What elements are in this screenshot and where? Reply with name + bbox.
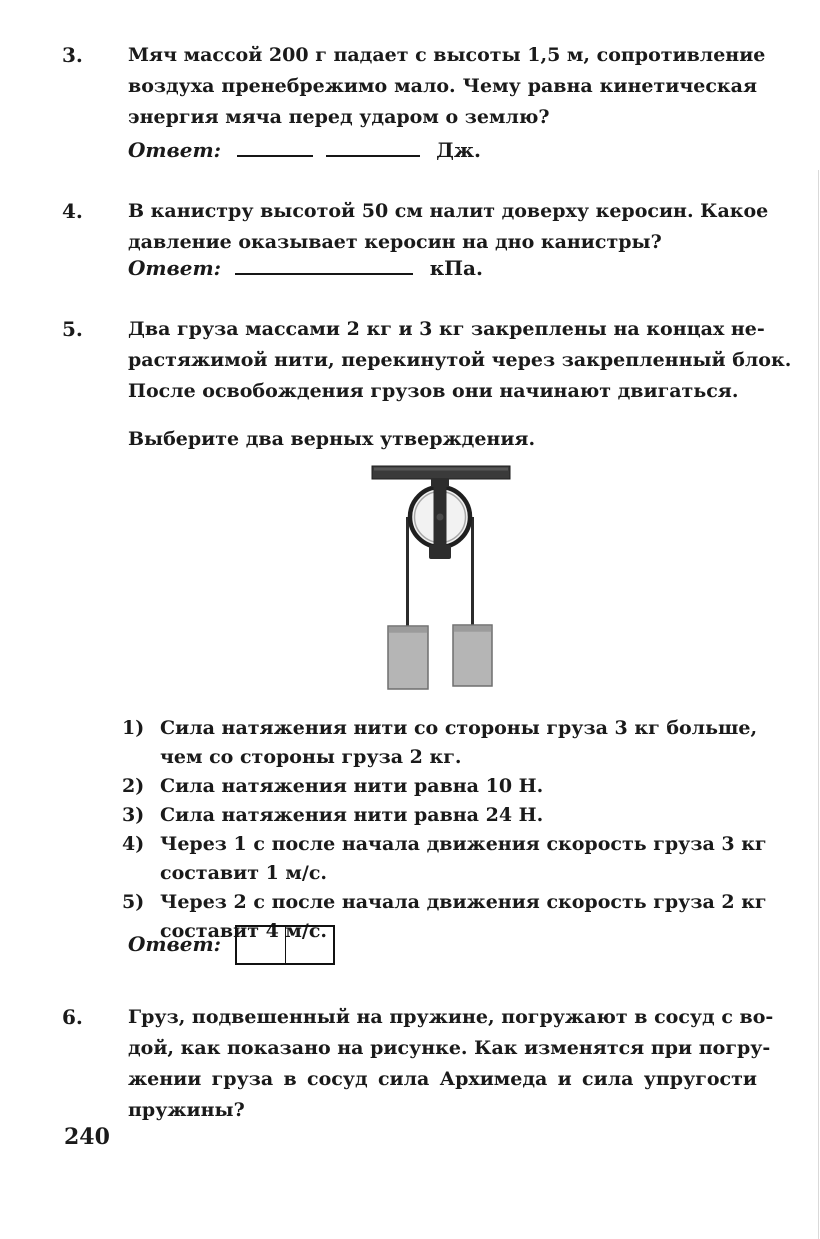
answer-label: Ответ: — [128, 932, 221, 956]
problem-3-line-3: энергия мяча перед ударом о землю? — [128, 106, 550, 128]
scan-edge-shadow — [818, 170, 819, 1239]
problem-5-answer-row — [128, 932, 221, 964]
page-number: 240 — [64, 1124, 110, 1150]
statement-5-number: 5) — [122, 891, 145, 913]
answer-box-cell-2 — [286, 927, 334, 963]
problem-3-line-1: Мяч массой 200 г падает с высоты 1,5 м, сопротивление — [128, 44, 766, 66]
problem-4-line-1: В канистру высотой 50 см налит доверху керосин. Какое — [128, 200, 769, 222]
pulley-hub — [437, 514, 444, 521]
pulley-bracket-foot — [429, 545, 451, 559]
select-prompt-text: Выберите два верных утверждения. — [128, 428, 536, 450]
statement-3-number: 3) — [122, 804, 145, 826]
problem-6-line-1: Груз, подвешенный на пружине, погружают в сосуд с во- — [128, 1006, 774, 1028]
problem-4-number: 4. — [62, 199, 83, 223]
problem-5-select-prompt — [128, 424, 757, 455]
problem-4-text — [128, 196, 769, 258]
problem-5-number: 5. — [62, 317, 83, 341]
statement-4 — [122, 830, 767, 888]
statement-2-number: 2) — [122, 775, 145, 797]
statement-1-line-2: чем со стороны груза 2 кг. — [160, 746, 462, 768]
weight-right — [453, 625, 492, 686]
answer-box-cell-1 — [237, 927, 286, 963]
weight-left-top-band — [389, 627, 428, 633]
problem-3-line-2: воздуха пренебрежимо мало. Чему равна кинетическая — [128, 75, 757, 97]
answer-box — [235, 925, 335, 965]
statement-4-line-2: составит 1 м/с. — [160, 862, 328, 884]
answer-unit: кПа. — [429, 256, 483, 280]
problem-4-answer-row — [128, 252, 483, 284]
problem-5-line-2: растяжимой нити, перекинутой через закрепленный блок. — [128, 349, 792, 371]
statement-2 — [122, 772, 757, 801]
pulley-diagram — [355, 455, 535, 700]
statement-3 — [122, 801, 757, 830]
problem-6-number: 6. — [62, 1005, 83, 1029]
problem-4-line-2: давление оказывает керосин на дно канистры? — [128, 231, 662, 253]
problem-6-line-3: жении груза в сосуд сила Архимеда и сила упругости — [128, 1068, 757, 1090]
statement-3-line-1: Сила натяжения нити равна 24 Н. — [160, 804, 544, 826]
statement-4-number: 4) — [122, 833, 145, 855]
weight-left — [388, 626, 428, 689]
problem-3-number: 3. — [62, 43, 83, 67]
answer-label: Ответ: — [128, 138, 221, 162]
problem-6-text — [128, 1002, 774, 1126]
answer-blank-line — [326, 134, 420, 157]
problem-3-text — [128, 40, 766, 133]
statement-1 — [122, 714, 758, 772]
problem-5-line-3: После освобождения грузов они начинают двигаться. — [128, 380, 739, 402]
ceiling-beam-highlight — [374, 468, 508, 471]
answer-unit: Дж. — [436, 138, 482, 162]
problem-6-line-4: пружины? — [128, 1099, 245, 1121]
problem-5-text — [128, 314, 792, 407]
statement-1-line-1: Сила натяжения нити со стороны груза 3 кг больше, — [160, 717, 758, 739]
answer-blank-line — [235, 252, 413, 275]
problem-6-line-2: дой, как показано на рисунке. Как изменятся при погру- — [128, 1037, 771, 1059]
statement-2-line-1: Сила натяжения нити равна 10 Н. — [160, 775, 544, 797]
statement-4-line-1: Через 1 с после начала движения скорость груза 3 кг — [160, 833, 767, 855]
statement-5-line-1: Через 2 с после начала движения скорость груза 2 кг — [160, 891, 767, 913]
statement-5-line-2: составит 4 м/с. — [160, 920, 328, 942]
problem-3-answer-row — [128, 134, 481, 166]
problem-5-line-1: Два груза массами 2 кг и 3 кг закреплены на концах не- — [128, 318, 765, 340]
answer-blank-line — [237, 134, 313, 157]
answer-label: Ответ: — [128, 256, 221, 280]
statement-1-number: 1) — [122, 717, 145, 739]
weight-right-top-band — [454, 626, 492, 632]
